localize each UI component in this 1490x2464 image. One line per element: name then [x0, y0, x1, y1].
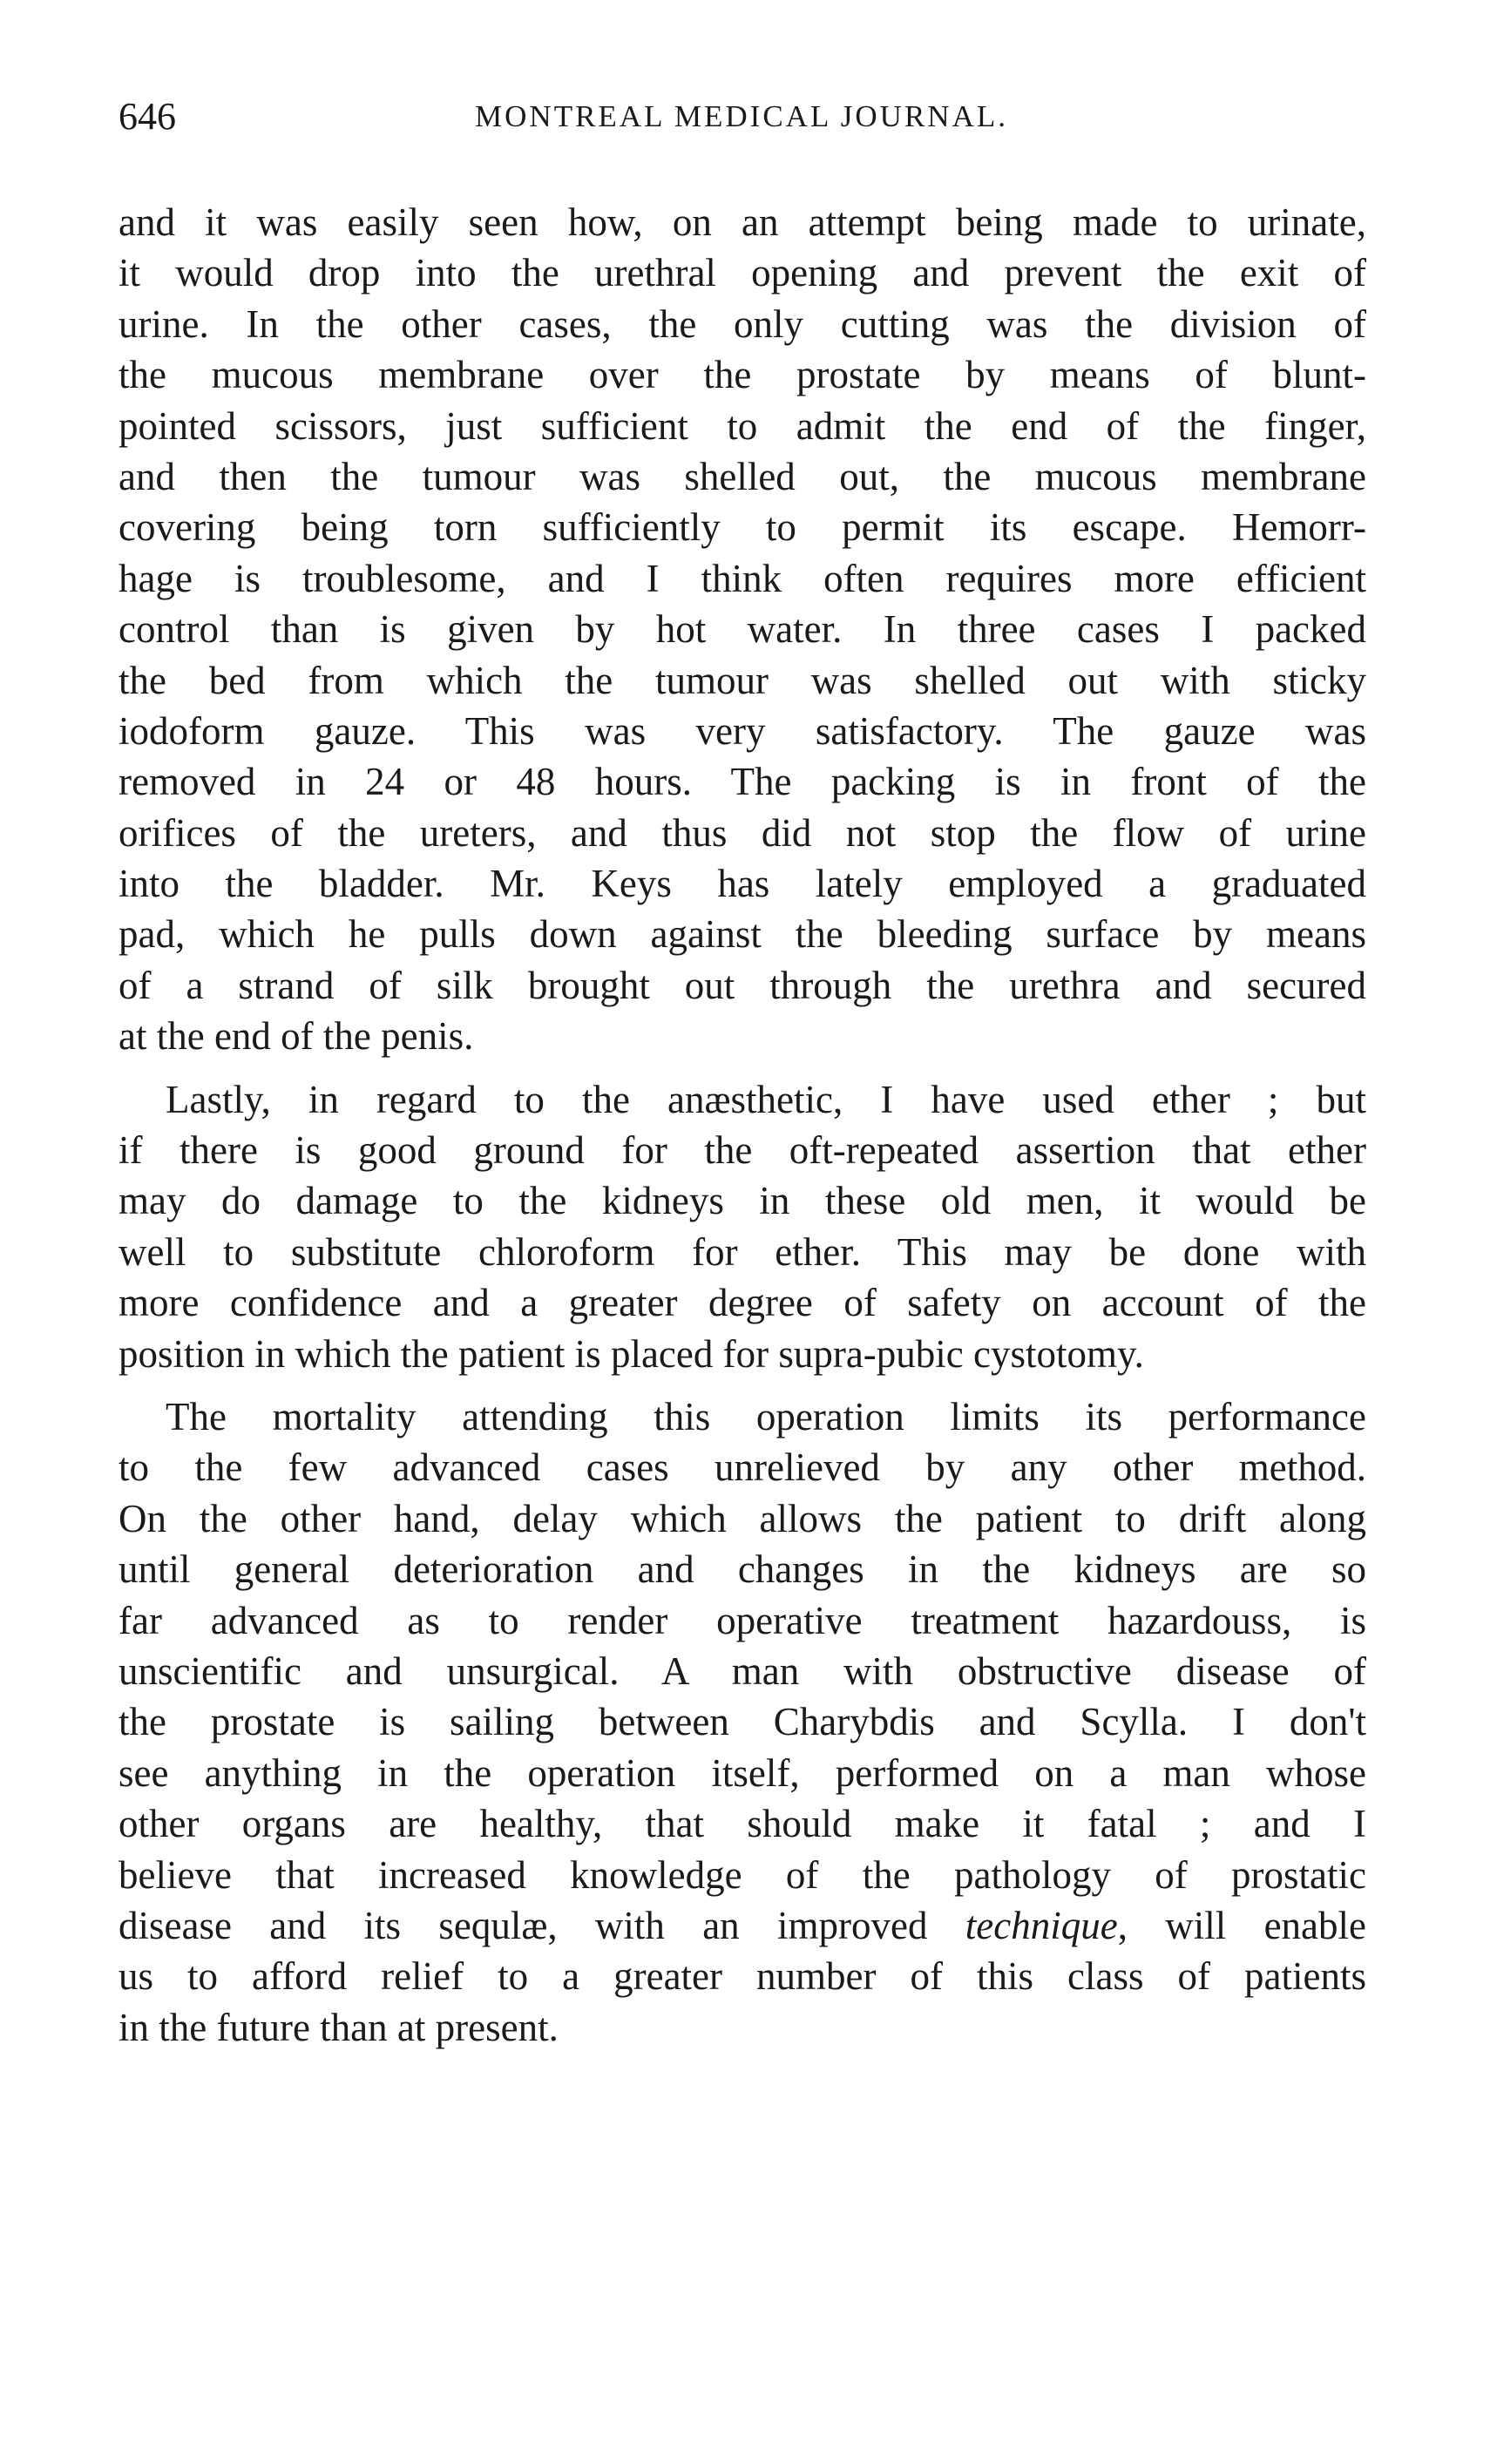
text-line: well to substitute chloroform for ether. This may be done with: [119, 1229, 1366, 1274]
text-line-with-italic: [119, 1900, 1366, 1951]
text-line: it would drop into the urethral opening and prevent the exit of: [119, 251, 1366, 295]
running-head: [119, 91, 1365, 143]
text-line: at the end of the penis.: [119, 1014, 474, 1059]
text-segment: disease and its sequlæ, with an improved: [119, 1903, 928, 1947]
text-line: in the future than at present.: [119, 2005, 559, 2049]
text-line: control than is given by hot water. In three cases I packed: [119, 607, 1366, 652]
text-line: position in which the patient is placed for supra-pubic cystotomy.: [119, 1331, 1144, 1376]
text-line: pad, which he pulls down against the bleeding surface by means: [119, 912, 1366, 957]
text-line: the mucous membrane over the prostate by means of blunt-: [119, 353, 1366, 397]
text-line: to the few advanced cases unrelieved by any other method.: [119, 1445, 1366, 1490]
text-line: more confidence and a greater degree of safety on account of the: [119, 1281, 1366, 1325]
text-line: us to afford relief to a greater number of this class of patients: [119, 1954, 1366, 1999]
text-line: iodoform gauze. This was very satisfactory. The gauze was: [119, 708, 1366, 753]
text-line: and then the tumour was shelled out, the mucous membrane: [119, 454, 1366, 498]
text-line: hage is troublesome, and I think often requires more efficient: [119, 556, 1366, 600]
italic-term: technique: [965, 1903, 1118, 1947]
text-line: see anything in the operation itself, performed on a man whose: [119, 1750, 1366, 1795]
text-line: orifices of the ureters, and thus did not stop the flow of urine: [119, 810, 1366, 855]
text-line: On the other hand, delay which allows the patient to drift along: [119, 1496, 1366, 1540]
journal-title: MONTREAL MEDICAL JOURNAL.: [475, 99, 1008, 133]
text-line: far advanced as to render operative treatment hazardouss, is: [119, 1598, 1366, 1642]
body-text: [119, 197, 1366, 2053]
paragraph-2: [119, 1074, 1366, 1379]
text-line: The mortality attending this operation limits its performance: [166, 1394, 1366, 1438]
text-line: if there is good ground for the oft-repeated assertion that ether: [119, 1128, 1366, 1173]
text-line: until general deterioration and changes in the kidneys are so: [119, 1547, 1366, 1592]
text-line: and it was easily seen how, on an attempt being made to urinate,: [119, 200, 1366, 244]
text-line: believe that increased knowledge of the pathology of prostatic: [119, 1852, 1366, 1897]
text-line: removed in 24 or 48 hours. The packing is in front of the: [119, 760, 1366, 804]
text-line: covering being torn sufficiently to permit its escape. Hemorr-: [119, 505, 1366, 550]
text-segment: , will enable: [1117, 1903, 1366, 1947]
text-line: of a strand of silk brought out through the urethra and secured: [119, 963, 1366, 1007]
paragraph-3: [119, 1391, 1366, 2053]
text-line: urine. In the other cases, the only cutting was the division of: [119, 301, 1366, 346]
text-line: Lastly, in regard to the anæsthetic, I have used ether ; but: [166, 1077, 1366, 1121]
text-line: pointed scissors, just sufficient to admit the end of the finger,: [119, 403, 1366, 448]
text-line: into the bladder. Mr. Keys has lately employed a graduated: [119, 862, 1366, 906]
text-line: may do damage to the kidneys in these old men, it would be: [119, 1179, 1366, 1223]
text-line: the bed from which the tumour was shelled out with sticky: [119, 658, 1366, 702]
text-line: other organs are healthy, that should make it fatal ; and I: [119, 1802, 1366, 1846]
paragraph-1: [119, 197, 1366, 1062]
text-line: unscientific and unsurgical. A man with obstructive disease of: [119, 1648, 1366, 1693]
text-line: the prostate is sailing between Charybdis and Scylla. I don't: [119, 1700, 1366, 1744]
page-number: 646: [119, 95, 176, 138]
